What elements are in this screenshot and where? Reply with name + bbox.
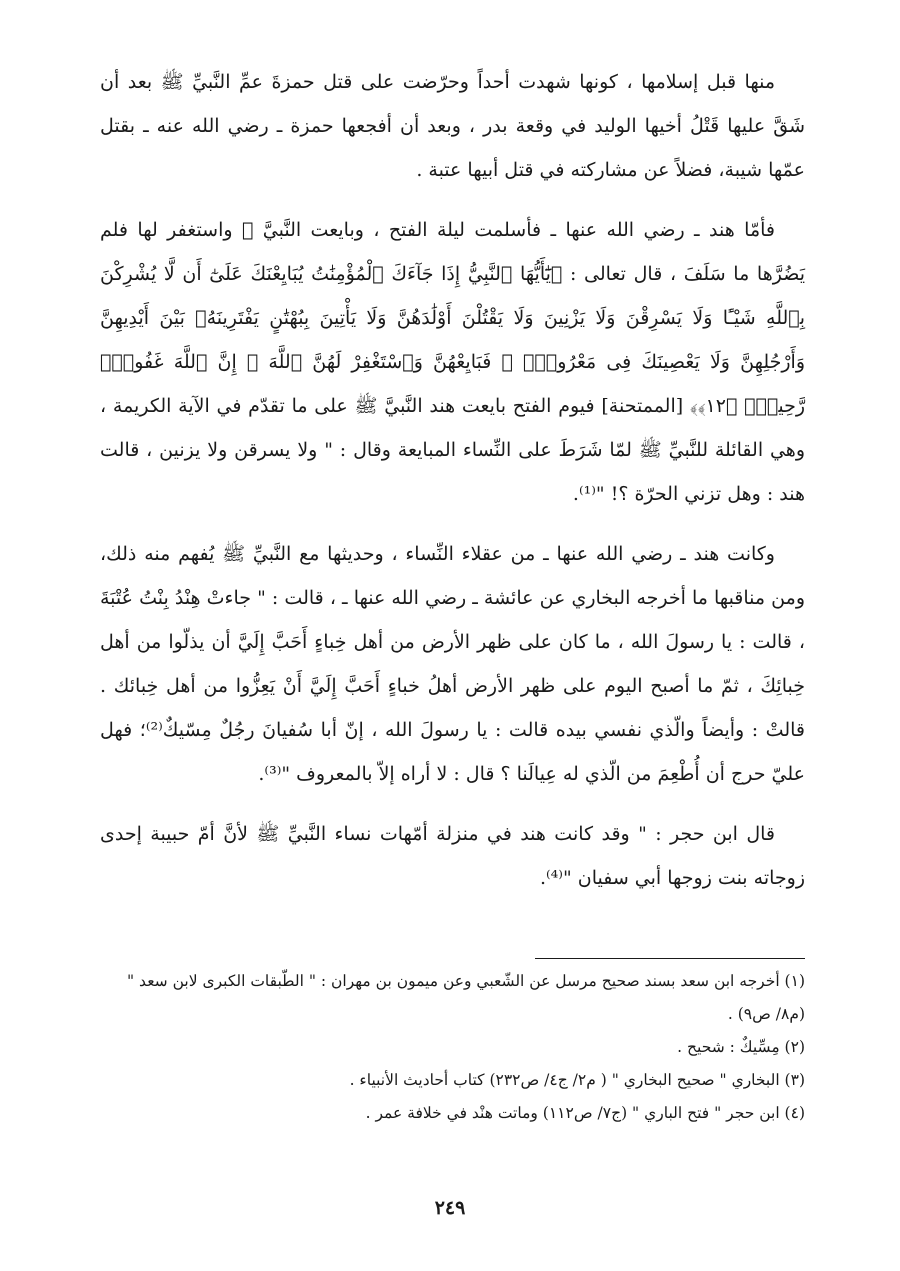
footnotes bbox=[95, 965, 805, 1130]
page-number: ٢٤٩ bbox=[434, 1197, 466, 1219]
footnote-3: (٣) البخاري " صحيح البخاري " ( م٢/ ج٤/ ص٢٣٢) كتاب أحاديث الأنبياء . bbox=[349, 1071, 805, 1089]
footnote-divider bbox=[535, 958, 805, 959]
paragraph: منها قبل إسلامها ، كونها شهدت أحداً وحرّضت على قتل حمزةَ عمِّ النَّبيِّ ﷺ بعد أن شَقَّ عليها قَتْلُ أخيها الوليد في وقعة بدر ، وبعد أن أفجعها حمزة ـ رضي الله عنه ـ بقتل عمّها شيبة، فضلاً عن مشاركته في قتل أبيها عتبة . bbox=[100, 71, 805, 181]
footnote-1: (١) أخرجه ابن سعد بسند صحيح مرسل عن الشّعبي وعن ميمون بن مهران : " الطّبقات الكبرى لابن سعد " (م٨/ ص٩) . bbox=[127, 972, 805, 1023]
paragraph: فأمّا هند ـ رضي الله عنها ـ فأسلمت ليلة الفتح ، وبايعت النَّبيَّ ﷺ واستغفر لها فلم يَضُرَّها ما سَلَفَ ، قال تعالى : ﴿يَٰٓأَيُّهَا ٱلنَّبِيُّ إِذَا جَآءَكَ ٱلْمُؤْمِنَٰتُ يُبَايِعْنَكَ عَلَىٰٓ أَن لَّا يُشْرِكْنَ بِٱللَّهِ شَيْـًٔا وَلَا يَسْرِقْنَ وَلَا يَزْنِينَ وَلَا يَقْتُلْنَ أَوْلَٰدَهُنَّ وَلَا يَأْتِينَ بِبُهْتَٰنٍ يَفْتَرِينَهُۥ بَيْنَ أَيْدِيهِنَّ وَأَرْجُلِهِنَّ وَلَا يَعْصِينَكَ فِى مَعْرُوفٍۢ ۙ فَبَايِعْهُنَّ وَٱسْتَغْفِرْ لَهُنَّ ٱللَّهَ ۖ إِنَّ ٱللَّهَ غَفُورٌۭ رَّحِيمٌۭ ﴿١٢﴾﴾ [الممتحنة] فيوم الفتح بايعت هند النَّبيَّ ﷺ على ما تقدّم في الآية الكريمة ، وهي القائلة للنَّبيِّ ﷺ لمّا شَرَطَ على النِّساء المبايعة وقال : " ولا يسرقن ولا يزنين ، قالت هند : وهل تزني الحرّة ؟! "⁽¹⁾. bbox=[100, 219, 805, 505]
main-text bbox=[100, 60, 805, 916]
footnote-4: (٤) ابن حجر " فتح الباري " (ج٧/ ص١١٢) وماتت هنْد في خلافة عمر . bbox=[365, 1104, 805, 1122]
paragraph: وكانت هند ـ رضي الله عنها ـ من عقلاء النِّساء ، وحديثها مع النَّبيِّ ﷺ يُفهم منه ذلك، ومن مناقبها ما أخرجه البخاري عن عائشة ـ رضي الله عنها ـ ، قالت : " جاءتْ هِنْدُ بِنْتُ عُتْبَةَ ، قالت : يا رسولَ الله ، ما كان على ظهر الأرض من أهل خِباءٍ أَحَبَّ إِلَيَّ أن يذلّوا من أهل خِبائِكَ ، ثمّ ما أصبح اليوم على ظهر الأرض أهلُ خباءٍ أَحَبَّ إِلَيَّ أَنْ يَعِزُّوا من أهل خِبائك . قالتْ : وأيضاً والّذي نفسي بيده قالت : يا رسولَ الله ، إنّ أبا سُفيانَ رجُلٌ مِسّيكٌ⁽²⁾؛ فهل عليّ حرج أن أُطْعِمَ من الّذي له عِيالَنا ؟ قال : لا أراه إلاّ بالمعروف "⁽³⁾. bbox=[100, 543, 806, 785]
paragraph: قال ابن حجر : " وقد كانت هند في منزلة أمّهات نساء النَّبيِّ ﷺ لأنَّ أمّ حبيبة إحدى زوجاته بنت زوجها أبي سفيان "⁽⁴⁾. bbox=[100, 823, 805, 889]
footnote-2: (٢) مِسِّيكٌ : شحيح . bbox=[677, 1038, 805, 1056]
